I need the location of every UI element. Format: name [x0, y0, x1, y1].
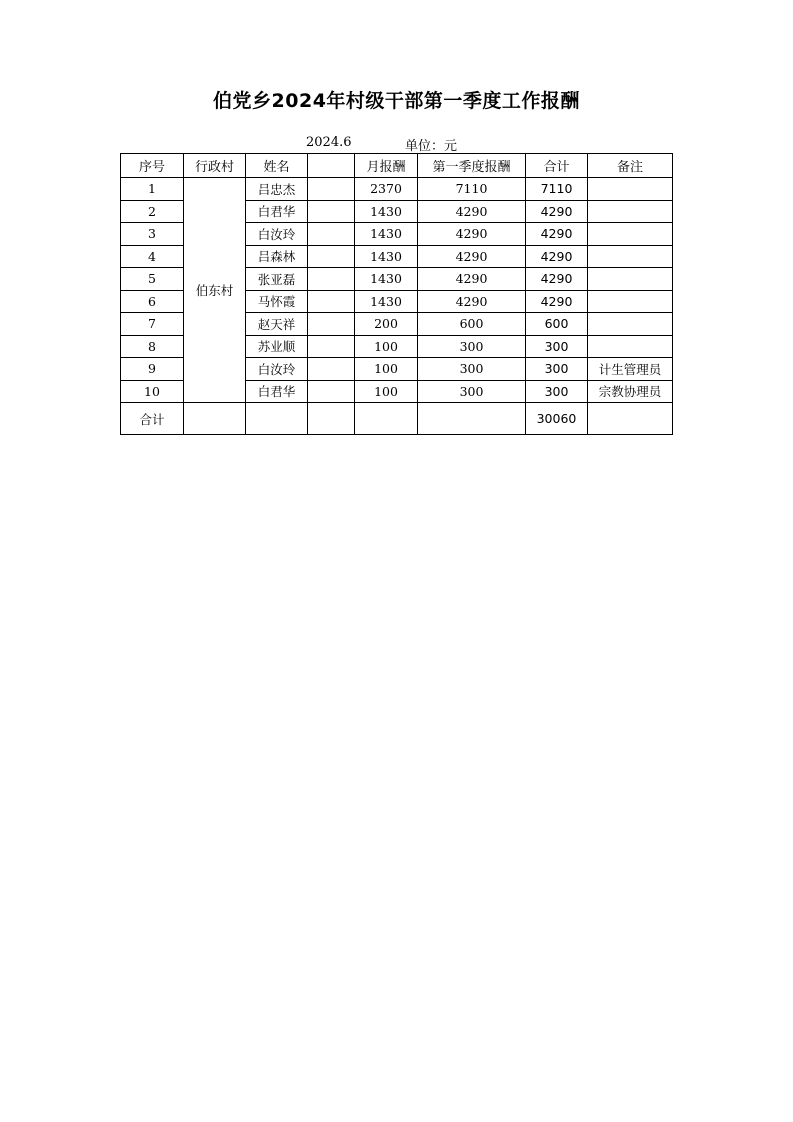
row-name: 吕森林: [246, 245, 308, 268]
row-total: 4290: [526, 290, 588, 313]
row-seq: 5: [121, 268, 184, 291]
summary-blank: [355, 403, 418, 435]
row-monthly: 1430: [355, 268, 418, 291]
row-blank: [308, 200, 355, 223]
row-seq: 2: [121, 200, 184, 223]
row-note: [588, 268, 673, 291]
summary-blank: [588, 403, 673, 435]
row-name: 白汝玲: [246, 358, 308, 381]
row-name: 张亚磊: [246, 268, 308, 291]
subtitle-line: [0, 135, 793, 153]
header-village: 行政村: [184, 154, 246, 178]
row-quarterly: 4290: [418, 268, 526, 291]
summary-total: 30060: [526, 403, 588, 435]
row-seq: 7: [121, 313, 184, 336]
row-seq: 6: [121, 290, 184, 313]
compensation-table: [120, 153, 673, 435]
header-quarterly: 第一季度报酬: [418, 154, 526, 178]
header-total: 合计: [526, 154, 588, 178]
row-quarterly: 600: [418, 313, 526, 336]
document-title: 伯党乡2024年村级干部第一季度工作报酬: [213, 90, 580, 112]
row-quarterly: 300: [418, 335, 526, 358]
summary-blank: [308, 403, 355, 435]
summary-blank: [184, 403, 246, 435]
row-blank: [308, 245, 355, 268]
row-total: 300: [526, 358, 588, 381]
row-blank: [308, 290, 355, 313]
header-blank: [308, 154, 355, 178]
row-note: [588, 200, 673, 223]
row-note: [588, 313, 673, 336]
row-note: 宗教协理员: [588, 380, 673, 403]
row-quarterly: 7110: [418, 178, 526, 201]
village-cell: 伯东村: [184, 178, 246, 403]
row-total: 4290: [526, 200, 588, 223]
row-note: [588, 245, 673, 268]
row-blank: [308, 380, 355, 403]
row-monthly: 200: [355, 313, 418, 336]
row-note: [588, 223, 673, 246]
row-monthly: 1430: [355, 245, 418, 268]
row-monthly: 1430: [355, 290, 418, 313]
row-blank: [308, 223, 355, 246]
row-seq: 1: [121, 178, 184, 201]
row-monthly: 1430: [355, 223, 418, 246]
row-quarterly: 300: [418, 380, 526, 403]
row-name: 白汝玲: [246, 223, 308, 246]
row-monthly: 100: [355, 358, 418, 381]
row-seq: 3: [121, 223, 184, 246]
row-total: 4290: [526, 268, 588, 291]
summary-blank: [418, 403, 526, 435]
currency-unit: 单位：元: [405, 139, 458, 154]
row-note: [588, 290, 673, 313]
row-blank: [308, 313, 355, 336]
summary-blank: [246, 403, 308, 435]
row-total: 4290: [526, 223, 588, 246]
header-monthly: 月报酬: [355, 154, 418, 178]
row-seq: 8: [121, 335, 184, 358]
summary-row: [121, 403, 673, 435]
row-seq: 10: [121, 380, 184, 403]
row-name: 马怀霞: [246, 290, 308, 313]
table-row: [121, 178, 673, 201]
row-quarterly: 4290: [418, 290, 526, 313]
row-monthly: 100: [355, 335, 418, 358]
row-total: 300: [526, 335, 588, 358]
row-blank: [308, 178, 355, 201]
row-monthly: 2370: [355, 178, 418, 201]
report-date: 2024.6: [306, 135, 352, 150]
header-name: 姓名: [246, 154, 308, 178]
row-name: 吕忠杰: [246, 178, 308, 201]
header-seq: 序号: [121, 154, 184, 178]
row-note: 计生管理员: [588, 358, 673, 381]
summary-label: 合计: [121, 403, 184, 435]
row-total: 4290: [526, 245, 588, 268]
row-name: 白君华: [246, 380, 308, 403]
row-name: 苏业顺: [246, 335, 308, 358]
row-quarterly: 4290: [418, 200, 526, 223]
row-total: 600: [526, 313, 588, 336]
row-quarterly: 300: [418, 358, 526, 381]
row-total: 300: [526, 380, 588, 403]
row-blank: [308, 268, 355, 291]
header-row: [121, 154, 673, 178]
row-monthly: 1430: [355, 200, 418, 223]
row-blank: [308, 335, 355, 358]
row-seq: 9: [121, 358, 184, 381]
row-blank: [308, 358, 355, 381]
row-monthly: 100: [355, 380, 418, 403]
row-name: 赵天祥: [246, 313, 308, 336]
header-note: 备注: [588, 154, 673, 178]
row-quarterly: 4290: [418, 245, 526, 268]
row-quarterly: 4290: [418, 223, 526, 246]
row-total: 7110: [526, 178, 588, 201]
row-name: 白君华: [246, 200, 308, 223]
row-seq: 4: [121, 245, 184, 268]
row-note: [588, 178, 673, 201]
row-note: [588, 335, 673, 358]
